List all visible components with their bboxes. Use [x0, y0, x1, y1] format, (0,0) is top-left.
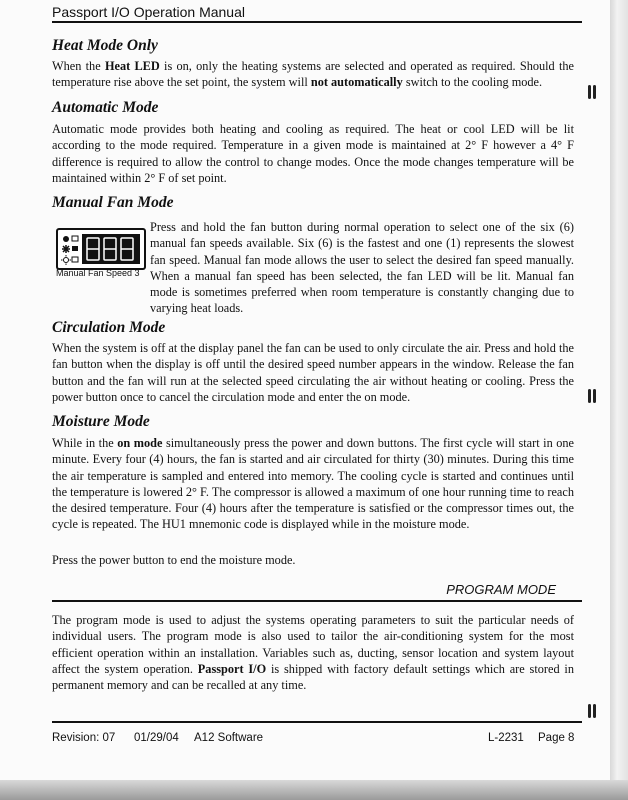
- footer-revision: Revision: 07: [52, 732, 116, 744]
- footer-page-number: Page 8: [538, 732, 575, 744]
- manual-fan-mode-title: Manual Fan Mode: [52, 194, 174, 211]
- page-header-title: Passport I/O Operation Manual: [52, 4, 245, 20]
- fan-speed-display-figure: [56, 228, 146, 270]
- binder-hole-icon: [586, 388, 600, 404]
- fan-speed-figure-caption: Manual Fan Speed 3: [56, 268, 140, 278]
- program-mode-body: The program mode is used to adjust the systems operating parameters to suit the particular needs of individual users. The program mode is also used to tailor the air-conditioning system for the most efficient operation within an installation. Variables such as, ducting, sensor location and system layout affect the system operation. Passport I/O is shipped with factory default settings which are stored in permanent memory and can be recalled at any time.: [52, 613, 574, 693]
- cool-led-icon: [61, 255, 71, 265]
- footer-rule: [52, 721, 582, 723]
- automatic-mode-title: Automatic Mode: [52, 99, 159, 116]
- footer-software: A12 Software: [194, 732, 264, 744]
- heat-mode-body: When the Heat LED is on, only the heating systems are selected and operated as required. Should the temperature rise above the set point, the system will not automatically switch to the cooling mode.: [52, 59, 574, 90]
- page-bottom-shadow: [0, 780, 628, 800]
- heat-mode-title: Heat Mode Only: [52, 37, 158, 54]
- binder-hole-icon: [586, 703, 600, 719]
- moisture-mode-body: While in the on mode simultaneously press the power and down buttons. The first cycle will start in one minute. Every four (4) hours, the fan is started and air circulated for thirty (30) minutes. During this time the air temperature is sampled and entered into memory. The cooling cycle is started and continues until the temperature is lowered 2° F. The compressor is allowed a maximum of one hour running time to reach the desired temperature. Four (4) hours after the temperature is satisfied or the compressor times out, the cycle is repeated. The HU1 mnemonic code is displayed while in the moisture mode.: [52, 436, 575, 532]
- circulation-mode-body: When the system is off at the display panel the fan can be used to only circulate the air. Press and hold the fan button when the display is off until the desired speed number appears in the window. Release the fan button and the fan will run at the selected speed circulating the air without heating or cooling. Press the power button once to cancel the circulation mode and enter the on mode.: [52, 341, 574, 404]
- moisture-mode-title: Moisture Mode: [52, 413, 150, 430]
- heat-led-icon: [63, 236, 69, 242]
- footer-date: 01/29/04: [134, 732, 179, 744]
- program-mode-heading: PROGRAM MODE: [446, 582, 556, 597]
- footer-doc-number: L-2231: [488, 732, 524, 744]
- automatic-mode-body: Automatic mode provides both heating and cooling as required. The heat or cool LED will be lit according to the mode required. Temperature in a given mode is maintained at 2° F however a 4° F difference is required to allow the control to change modes. Once the mode changes temperature will be maintained within 2° F of set point.: [52, 122, 574, 185]
- program-mode-rule: [52, 600, 582, 602]
- moisture-mode-end: Press the power button to end the moisture mode.: [52, 553, 296, 567]
- page-edge: [610, 0, 628, 800]
- binder-hole-icon: [586, 84, 600, 100]
- circulation-mode-title: Circulation Mode: [52, 319, 166, 336]
- header-rule: [52, 21, 582, 23]
- lcd-panel-icon: [58, 230, 144, 268]
- fan-led-icon: [62, 245, 70, 253]
- manual-fan-mode-body: Press and hold the fan button during normal operation to select one of the six (6) manual fan speeds available. Six (6) is the fastest and one (1) represents the slowest fan speed. Manual fan mode allows the user to select the desired fan speed manually. When a manual fan speed has been selected, the fan LED will be lit. Manual fan mode is sometimes preferred when room temperature is constantly changing due to varying heat loads.: [150, 220, 574, 316]
